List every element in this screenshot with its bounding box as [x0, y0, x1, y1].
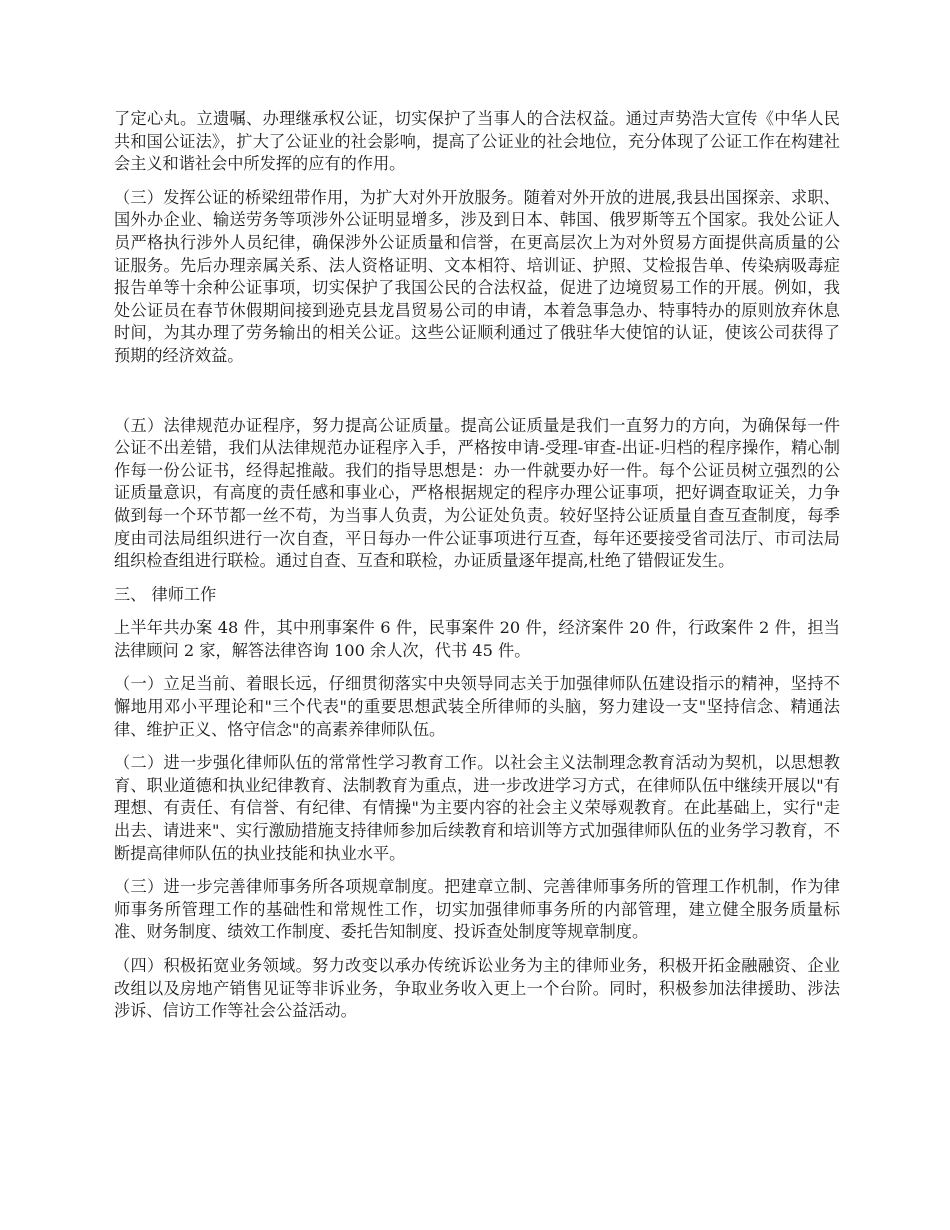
paragraph-notary-quality: （五）法律规范办证程序，努力提高公证质量。提高公证质量是我们一直努力的方向，为确保每一件公证不出差错，我们从法律规范办证程序入手，严格按申请-受理-审查-出证-归档的程序操作，精心制作每一份公证书，经得起推敲。我们的指导思想是：办一件就要办好一件。每个公证员树立强烈的公证质量意识，有高度的责任感和事业心，严格根据规定的程序办理公证事项，把好调查取证关，力争做到每一个环节都一丝不苟，为当事人负责，为公证处负责。较好坚持公证质量自查互查制度，每季度由司法局组织进行一次自查，平日每办一件公证事项进行互查，每年还要接受省司法厅、市司法局组织检查组进行联检。通过自查、互查和联检，办证质量逐年提高,杜绝了错假证发生。: [114, 415, 840, 571]
paragraph-foreign-notary-service: （三）发挥公证的桥梁纽带作用，为扩大对外开放服务。随着对外开放的进展,我县出国探亲、求职、国外办企业、输送劳务等项涉外公证明显增多，涉及到日本、韩国、俄罗斯等五个国家。我处公证人员严格执行涉外人员纪律，确保涉外公证质量和信誉，在更高层次上为对外贸易方面提供高质量的公证服务。先后办理亲属关系、法人资格证明、文本相符、培训证、护照、艾检报告单、传染病吸毒症报告单等十余种公证事项，切实保护了我国公民的合法权益，促进了边境贸易工作的开展。例如，我处公证员在春节休假期间接到逊克县龙昌贸易公司的申请，本着急事急办、特事特办的原则放弃休息时间，为其办理了劳务输出的相关公证。这些公证顺利通过了俄驻华大使馆的认证，使该公司获得了预期的经济效益。: [114, 187, 840, 365]
section-heading-lawyer-work: 三、 律师工作: [114, 584, 217, 604]
paragraph-rules-system: （三）进一步完善律师事务所各项规章制度。把建章立制、完善律师事务所的管理工作机制，作为律师事务所管理工作的基础性和常规性工作，切实加强律师事务所的内部管理，建立健全服务质量标准、财务制度、绩效工作制度、委托告知制度、投诉查处制度等规章制度。: [114, 877, 840, 942]
blank-gap: [114, 379, 840, 415]
document-body: [114, 108, 840, 1034]
paragraph-study-education: （二）进一步强化律师队伍的常常性学习教育工作。以社会主义法制理念教育活动为契机，以思想教育、职业道德和执业纪律教育、法制教育为重点，进一步改进学习方式，在律师队伍中继续开展以"有理想、有责任、有信誉、有纪律、有情操"为主要内容的社会主义荣辱观教育。在此基础上，实行"走出去、请进来"、实行激励措施支持律师参加后续教育和培训等方式加强律师队伍的业务学习教育，不断提高律师队伍的执业技能和执业水平。: [114, 753, 840, 863]
paragraph-team-building: （一）立足当前、着眼长远，仔细贯彻落实中央领导同志关于加强律师队伍建设指示的精神，坚持不懈地用邓小平理论和"三个代表"的重要思想武装全所律师的头脑，努力建设一支"坚持信念、精通法律、维护正义、恪守信念"的高素养律师队伍。: [114, 674, 840, 739]
paragraph-case-statistics: 上半年共办案 48 件，其中刑事案件 6 件，民事案件 20 件，经济案件 20 件，行政案件 2 件，担当法律顾问 2 家，解答法律咨询 100 余人次，代书 45 件。: [114, 618, 840, 660]
paragraph-notary-law-publicity: 了定心丸。立遗嘱、办理继承权公证，切实保护了当事人的合法权益。通过声势浩大宣传《中华人民共和国公证法》，扩大了公证业的社会影响，提高了公证业的社会地位，充分体现了公证工作在构建社会主义和谐社会中所发挥的应有的作用。: [114, 109, 840, 174]
paragraph-business-expansion: （四）积极拓宽业务领域。努力改变以承办传统诉讼业务为主的律师业务，积极开拓金融融资、企业改组以及房地产销售见证等非诉业务，争取业务收入更上一个台阶。同时，积极参加法律援助、涉法涉诉、信访工作等社会公益活动。: [114, 956, 840, 1021]
